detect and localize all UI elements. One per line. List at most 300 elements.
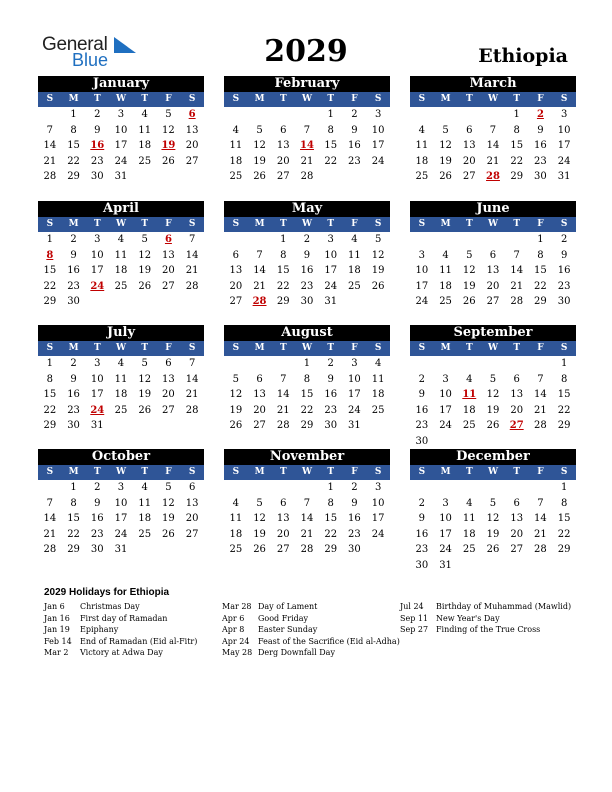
empty-cell	[38, 480, 62, 496]
day-cell: 30	[348, 544, 361, 555]
weekday-header	[224, 217, 390, 232]
weekday-label: T	[513, 343, 521, 353]
empty-cell	[481, 107, 505, 123]
weekday-label: T	[513, 94, 521, 104]
weekday-label: M	[68, 94, 79, 104]
weekday-label: S	[232, 219, 240, 229]
day-cell: 20	[162, 265, 175, 276]
weekday-label: W	[115, 343, 127, 353]
empty-cell	[529, 480, 553, 496]
day-cell: 1	[280, 234, 287, 245]
weekday-label: W	[487, 94, 499, 104]
day-cell: 25	[114, 280, 128, 292]
day-cell: 18	[415, 155, 429, 167]
day-cell: 24	[114, 155, 128, 167]
weekday-label: W	[301, 467, 313, 477]
day-cell: 13	[162, 249, 175, 261]
day-cell: 30	[67, 296, 80, 307]
holiday-row	[400, 601, 571, 613]
day-grid	[224, 232, 390, 310]
day-cell: 17	[90, 265, 104, 276]
holiday-name: Derg Downfall Day	[258, 648, 335, 657]
day-cell: 31	[439, 559, 452, 571]
weekday-header	[410, 217, 576, 232]
day-cell: 23	[300, 280, 314, 292]
day-cell: 25	[348, 280, 361, 292]
day-cell: 14	[300, 513, 314, 524]
day-cell: 26	[138, 280, 152, 292]
day-cell: 5	[442, 124, 449, 136]
weekday-header	[224, 465, 390, 480]
day-cell: 25	[439, 296, 452, 307]
weekday-label: W	[301, 343, 313, 353]
day-cell: 24	[371, 528, 385, 540]
day-cell: 28	[43, 544, 57, 555]
day-cell: 7	[303, 124, 311, 136]
country-name: Ethiopia	[478, 45, 568, 67]
empty-cell	[457, 480, 481, 496]
day-cell: 14	[510, 265, 524, 276]
day-cell: 9	[70, 249, 77, 261]
day-cell: 29	[276, 296, 290, 307]
day-cell: 31	[324, 296, 338, 307]
day-cell: 7	[188, 234, 196, 245]
day-cell: 1	[560, 358, 568, 369]
month-title: October	[38, 449, 204, 465]
day-cell: 3	[374, 109, 382, 120]
day-cell: 25	[371, 404, 385, 416]
day-cell: 1	[513, 109, 520, 120]
day-cell: 11	[114, 373, 128, 385]
day-cell: 25	[229, 171, 243, 182]
weekday-label: F	[165, 219, 172, 229]
holiday-day-cell: 19	[161, 140, 176, 151]
day-cell: 7	[188, 358, 196, 369]
day-cell: 31	[557, 171, 571, 182]
weekday-label: T	[465, 219, 473, 229]
month-april	[38, 201, 204, 310]
day-cell: 1	[303, 358, 311, 369]
weekday-label: F	[351, 94, 358, 104]
day-cell: 19	[439, 155, 452, 167]
weekday-label: M	[440, 467, 451, 477]
day-cell: 29	[557, 420, 571, 431]
day-cell: 3	[117, 482, 125, 493]
day-cell: 29	[67, 171, 80, 182]
day-cell: 28	[276, 420, 290, 431]
day-cell: 28	[300, 171, 314, 182]
weekday-label: T	[327, 94, 335, 104]
holiday-name: Victory at Adwa Day	[80, 648, 163, 657]
day-cell: 4	[141, 109, 148, 120]
day-cell: 30	[300, 296, 314, 307]
logo-text-general: General	[42, 34, 108, 55]
day-cell: 6	[256, 373, 263, 385]
holiday-date: Jul 24	[400, 602, 424, 611]
weekday-label: S	[46, 343, 54, 353]
holiday-name: End of Ramadan (Eid al-Fitr)	[80, 636, 198, 646]
day-cell: 26	[486, 544, 500, 555]
weekday-label: S	[560, 343, 568, 353]
day-cell: 28	[534, 544, 547, 555]
day-cell: 6	[280, 124, 287, 136]
day-cell: 20	[276, 155, 290, 167]
weekday-label: W	[487, 467, 499, 477]
day-cell: 8	[70, 497, 77, 509]
day-cell: 20	[510, 404, 524, 416]
day-cell: 29	[43, 296, 57, 307]
day-cell: 6	[188, 482, 196, 493]
holiday-day-cell: 28	[252, 296, 267, 307]
day-cell: 12	[486, 513, 500, 524]
day-cell: 7	[537, 497, 544, 509]
day-cell: 10	[557, 124, 571, 136]
day-cell: 18	[114, 265, 128, 276]
day-cell: 2	[94, 109, 101, 120]
day-cell: 20	[229, 280, 243, 292]
day-cell: 17	[114, 513, 128, 524]
empty-cell	[410, 480, 434, 496]
empty-cell	[434, 232, 458, 248]
weekday-label: T	[327, 219, 335, 229]
weekday-label: M	[254, 219, 265, 229]
holiday-column	[222, 601, 400, 659]
day-cell: 28	[43, 171, 57, 182]
day-cell: 14	[43, 513, 57, 524]
day-cell: 12	[138, 373, 152, 385]
holiday-date: Apr 8	[222, 625, 245, 634]
weekday-label: F	[165, 467, 172, 477]
month-title: January	[38, 76, 204, 92]
day-cell: 27	[162, 280, 175, 292]
weekday-header	[410, 92, 576, 107]
holiday-name: Feast of the Sacrifice (Eid al-Adha)	[258, 636, 400, 646]
day-cell: 3	[94, 358, 101, 369]
day-cell: 16	[324, 389, 338, 400]
empty-cell	[224, 107, 248, 123]
day-cell: 17	[324, 265, 338, 276]
day-cell: 10	[439, 513, 452, 524]
day-cell: 8	[70, 124, 77, 136]
weekday-header	[38, 217, 204, 232]
holiday-name: Good Friday	[258, 613, 309, 623]
month-november	[224, 449, 390, 558]
empty-cell	[457, 356, 481, 372]
day-cell: 17	[371, 513, 385, 524]
month-july	[38, 325, 204, 434]
day-cell: 22	[534, 280, 547, 292]
day-cell: 13	[276, 513, 290, 524]
day-cell: 29	[300, 420, 314, 431]
day-cell: 16	[557, 265, 571, 276]
holiday-date: Jan 16	[44, 613, 70, 623]
day-cell: 25	[138, 528, 152, 540]
day-cell: 15	[324, 513, 338, 524]
day-cell: 9	[351, 497, 358, 509]
day-cell: 12	[462, 265, 476, 276]
day-cell: 20	[185, 140, 199, 151]
day-cell: 20	[486, 280, 500, 292]
holiday-name: Day of Lament	[258, 602, 318, 611]
day-cell: 28	[510, 296, 524, 307]
day-cell: 25	[462, 420, 476, 431]
weekday-label: S	[188, 94, 196, 104]
day-cell: 30	[90, 171, 104, 182]
empty-cell	[505, 356, 529, 372]
day-cell: 14	[276, 389, 290, 400]
empty-cell	[434, 107, 458, 123]
holiday-row	[44, 624, 197, 636]
day-cell: 27	[276, 171, 290, 182]
day-cell: 3	[560, 109, 568, 120]
holiday-day-cell: 14	[300, 140, 314, 151]
day-cell: 5	[141, 358, 148, 369]
day-cell: 8	[560, 497, 568, 509]
day-cell: 29	[557, 544, 571, 555]
day-cell: 25	[114, 404, 128, 416]
day-cell: 14	[43, 140, 57, 151]
day-cell: 23	[67, 404, 80, 416]
day-cell: 21	[185, 389, 199, 400]
weekday-header	[410, 465, 576, 480]
day-cell: 12	[371, 249, 385, 261]
holiday-date: Mar 2	[44, 648, 69, 657]
day-cell: 27	[162, 404, 175, 416]
day-cell: 2	[303, 234, 311, 245]
day-cell: 22	[510, 155, 524, 167]
day-cell: 16	[415, 404, 429, 416]
day-cell: 1	[537, 234, 544, 245]
holiday-day-cell: 11	[462, 389, 477, 400]
day-cell: 27	[185, 528, 199, 540]
day-cell: 31	[90, 420, 104, 431]
day-cell: 15	[67, 513, 80, 524]
day-cell: 6	[165, 358, 172, 369]
weekday-header	[410, 341, 576, 356]
weekday-label: T	[465, 343, 473, 353]
empty-cell	[248, 356, 272, 372]
day-cell: 19	[486, 404, 500, 416]
month-title: August	[224, 325, 390, 341]
day-cell: 5	[466, 249, 473, 261]
day-cell: 30	[67, 420, 80, 431]
day-cell: 24	[348, 404, 361, 416]
day-cell: 19	[138, 265, 152, 276]
day-cell: 19	[486, 528, 500, 540]
day-cell: 3	[94, 234, 101, 245]
day-cell: 12	[138, 249, 152, 261]
day-cell: 7	[303, 497, 311, 509]
day-cell: 23	[90, 528, 104, 540]
holiday-name: New Year's Day	[436, 613, 500, 623]
day-cell: 19	[462, 280, 476, 292]
day-cell: 5	[256, 497, 263, 509]
day-cell: 25	[229, 544, 243, 555]
day-cell: 27	[486, 296, 500, 307]
day-cell: 11	[371, 373, 385, 385]
day-cell: 1	[70, 482, 77, 493]
day-cell: 17	[90, 389, 104, 400]
day-cell: 8	[560, 373, 568, 385]
month-march	[410, 76, 576, 185]
day-cell: 22	[324, 155, 338, 167]
day-grid	[410, 232, 576, 310]
holiday-name: First day of Ramadan	[80, 613, 168, 623]
day-cell: 3	[442, 373, 449, 385]
day-cell: 10	[439, 389, 452, 400]
day-cell: 30	[557, 296, 571, 307]
day-cell: 26	[138, 404, 152, 416]
day-cell: 28	[185, 280, 199, 292]
day-cell: 9	[70, 373, 77, 385]
holiday-day-cell: 24	[90, 280, 105, 292]
day-cell: 4	[232, 124, 240, 136]
day-cell: 23	[415, 420, 429, 431]
day-cell: 9	[537, 124, 544, 136]
weekday-label: S	[46, 94, 54, 104]
weekday-label: F	[351, 219, 358, 229]
empty-cell	[410, 107, 434, 123]
weekday-label: S	[188, 219, 196, 229]
day-cell: 26	[162, 155, 175, 167]
day-cell: 5	[256, 124, 263, 136]
day-cell: 21	[43, 528, 57, 540]
weekday-label: S	[374, 343, 382, 353]
day-cell: 5	[141, 234, 148, 245]
day-cell: 8	[327, 124, 334, 136]
day-cell: 22	[67, 528, 80, 540]
month-title: December	[410, 449, 576, 465]
day-cell: 21	[276, 404, 290, 416]
day-cell: 7	[46, 124, 54, 136]
weekday-label: S	[560, 467, 568, 477]
day-cell: 2	[418, 497, 426, 509]
holiday-name: Epiphany	[80, 625, 119, 634]
day-cell: 21	[486, 155, 500, 167]
day-cell: 28	[300, 544, 314, 555]
day-cell: 8	[280, 249, 287, 261]
weekday-label: M	[440, 219, 451, 229]
day-cell: 12	[486, 389, 500, 400]
day-cell: 16	[90, 513, 104, 524]
day-cell: 5	[165, 109, 172, 120]
holiday-column	[44, 601, 197, 659]
day-cell: 21	[534, 404, 547, 416]
weekday-label: T	[465, 94, 473, 104]
weekday-label: T	[141, 467, 149, 477]
holiday-row	[44, 636, 197, 648]
weekday-label: T	[93, 343, 101, 353]
day-cell: 4	[117, 234, 125, 245]
day-cell: 14	[253, 265, 266, 276]
day-grid	[38, 356, 204, 434]
day-cell: 28	[185, 404, 199, 416]
day-cell: 10	[114, 124, 128, 136]
holiday-date: Apr 24	[222, 636, 250, 646]
holiday-row	[222, 624, 400, 636]
empty-cell	[529, 356, 553, 372]
day-cell: 21	[534, 528, 547, 540]
day-cell: 2	[327, 358, 334, 369]
empty-cell	[481, 356, 505, 372]
day-cell: 16	[300, 265, 314, 276]
day-cell: 16	[348, 140, 361, 151]
day-cell: 22	[276, 280, 290, 292]
day-grid	[410, 107, 576, 185]
day-grid	[224, 107, 390, 185]
day-grid	[38, 480, 204, 558]
day-cell: 19	[253, 528, 266, 540]
day-cell: 7	[280, 373, 287, 385]
day-grid	[224, 480, 390, 558]
holiday-day-cell: 16	[90, 140, 105, 151]
day-cell: 13	[185, 497, 199, 509]
day-cell: 17	[439, 528, 452, 540]
holiday-date: Sep 27	[400, 625, 429, 634]
day-cell: 6	[513, 373, 520, 385]
day-cell: 3	[418, 249, 426, 261]
holiday-day-cell: 6	[188, 109, 196, 120]
day-cell: 21	[253, 280, 266, 292]
day-cell: 17	[439, 404, 452, 416]
weekday-label: S	[374, 94, 382, 104]
day-cell: 7	[537, 373, 544, 385]
day-cell: 25	[138, 155, 152, 167]
day-cell: 26	[253, 171, 266, 182]
weekday-label: M	[68, 219, 79, 229]
weekday-label: T	[465, 467, 473, 477]
day-cell: 13	[276, 140, 290, 151]
day-cell: 25	[462, 544, 476, 555]
day-cell: 8	[513, 124, 520, 136]
weekday-label: W	[115, 94, 127, 104]
weekday-label: T	[141, 343, 149, 353]
weekday-label: T	[327, 467, 335, 477]
day-cell: 30	[90, 544, 104, 555]
holiday-day-cell: 24	[90, 404, 105, 416]
empty-cell	[38, 107, 62, 123]
holiday-name: Finding of the True Cross	[436, 625, 541, 634]
weekday-label: M	[254, 467, 265, 477]
day-cell: 29	[43, 420, 57, 431]
holiday-row	[44, 647, 197, 659]
holiday-date: Jan 19	[44, 625, 70, 634]
day-cell: 15	[43, 265, 57, 276]
day-cell: 29	[324, 544, 338, 555]
day-cell: 7	[513, 249, 520, 261]
weekday-label: S	[46, 219, 54, 229]
day-cell: 6	[489, 249, 497, 261]
weekday-label: M	[440, 94, 451, 104]
weekday-label: T	[141, 219, 149, 229]
day-cell: 14	[534, 389, 547, 400]
day-cell: 11	[348, 249, 361, 261]
day-cell: 23	[90, 155, 104, 167]
month-august	[224, 325, 390, 434]
day-cell: 18	[114, 389, 128, 400]
empty-cell	[248, 232, 272, 248]
day-cell: 21	[43, 155, 57, 167]
day-cell: 17	[371, 140, 385, 151]
day-cell: 5	[489, 497, 497, 509]
day-cell: 10	[348, 373, 361, 385]
holiday-date: May 28	[222, 648, 253, 657]
day-cell: 15	[557, 389, 571, 400]
month-september	[410, 325, 576, 449]
day-cell: 13	[229, 265, 243, 276]
month-june	[410, 201, 576, 310]
day-cell: 20	[253, 404, 266, 416]
